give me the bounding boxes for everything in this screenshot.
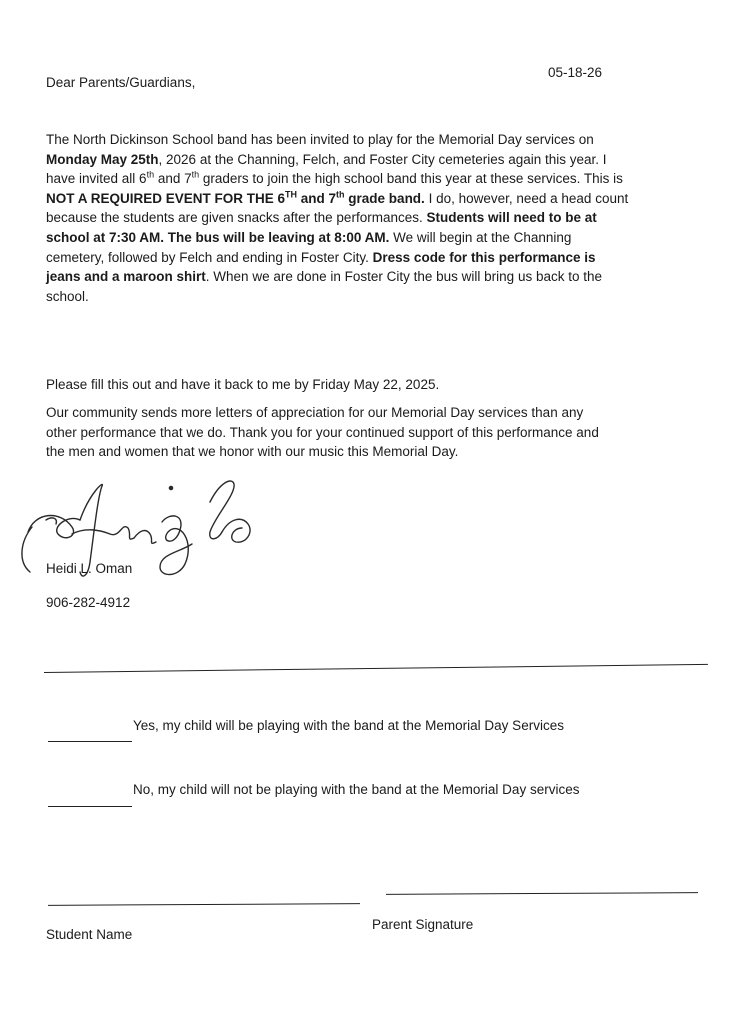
bold-text: Dress code for this performance is: [372, 249, 596, 265]
paragraph-line: other performance that we do. Thank you for your continued support of this performance and: [46, 424, 599, 440]
section-divider: [44, 664, 708, 673]
student-name-label: Student Name: [46, 927, 133, 942]
parent-signature-label: Parent Signature: [372, 917, 474, 932]
text: school.: [46, 288, 89, 304]
bold-text: jeans and a maroon shirt: [46, 269, 206, 285]
paragraph-line: [46, 208, 696, 228]
superscript: th: [191, 169, 200, 180]
bold-text: Monday May 25th: [46, 151, 159, 167]
bold-text: NOT A REQUIRED EVENT FOR THE 6: [46, 190, 286, 206]
option-no-label: No, my child will not be playing with the band at the Memorial Day services: [133, 782, 580, 797]
bold-text: grade band.: [344, 190, 425, 206]
paragraph-line: [46, 130, 696, 150]
text: The North Dickinson School band has been invited to play for the Memorial Day services on: [46, 132, 594, 147]
bold-text: and 7: [297, 190, 337, 206]
yes-checkbox-blank[interactable]: [48, 741, 132, 742]
option-yes-label: Yes, my child will be playing with the band at the Memorial Day Services: [133, 718, 564, 733]
letter-date: 05-18-26: [548, 65, 603, 80]
text: We will begin at the Channing: [389, 229, 572, 245]
paragraph-line: [46, 228, 696, 248]
superscript: th: [336, 189, 345, 200]
text: because the students are given snacks after the performances.: [46, 210, 427, 226]
text: graders to join the high school band this year at these services. This is: [199, 171, 623, 187]
paragraph-line: [46, 150, 696, 170]
signer-name: Heidi L. Oman: [46, 561, 133, 576]
paragraph-line: [46, 169, 696, 189]
text: and 7: [154, 171, 192, 187]
text: . When we are done in Foster City the bus will bring us back to the: [205, 269, 602, 285]
student-name-field[interactable]: [48, 903, 360, 906]
greeting: Dear Parents/Guardians,: [46, 75, 196, 90]
paragraph-line: [46, 287, 696, 307]
no-checkbox-blank[interactable]: [48, 806, 132, 807]
appreciation-paragraph: [46, 403, 706, 462]
parent-signature-field[interactable]: [386, 892, 698, 895]
bold-text: school at 7:30 AM. The bus will be leaving at 8:00 AM.: [46, 229, 390, 245]
paragraph-line: the men and women that we honor with our music this Memorial Day.: [46, 444, 459, 460]
paragraph-line: Our community sends more letters of appreciation for our Memorial Day services than any: [46, 405, 584, 420]
bold-text: Students will need to be at: [426, 210, 597, 226]
main-paragraph: [46, 130, 696, 306]
text: , 2026 at the Channing, Felch, and Foster City cemeteries again this year. I: [158, 151, 607, 167]
text: have invited all 6: [46, 171, 147, 187]
signer-phone: 906-282-4912: [46, 595, 131, 610]
paragraph-line: [46, 267, 696, 287]
return-instructions: Please fill this out and have it back to me by Friday May 22, 2025.: [46, 377, 440, 392]
superscript: TH: [285, 189, 298, 200]
paragraph-line: [46, 189, 696, 209]
superscript: th: [146, 169, 155, 180]
text: I do, however, need a head count: [424, 190, 629, 206]
text: cemetery, followed by Felch and ending in Foster City.: [46, 249, 373, 265]
paragraph-line: [46, 248, 696, 268]
